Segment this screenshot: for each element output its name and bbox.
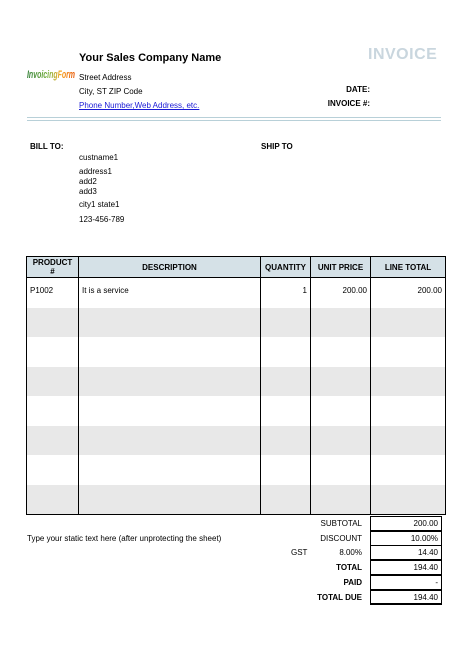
company-logo [27, 61, 75, 87]
table-row [27, 455, 446, 485]
total-label: TOTAL [336, 563, 362, 572]
cell-description[interactable] [79, 337, 261, 367]
col-quantity: QUANTITY [261, 257, 311, 278]
cell-line-total[interactable] [371, 367, 446, 397]
table-row [27, 308, 446, 338]
cell-product[interactable] [27, 455, 79, 485]
table-row [27, 367, 446, 397]
col-description: DESCRIPTION [79, 257, 261, 278]
customer-phone: 123-456-789 [79, 215, 125, 224]
date-label: DATE: [346, 85, 370, 94]
cell-quantity[interactable] [261, 426, 311, 456]
cell-line-total[interactable]: 200.00 [371, 278, 446, 308]
cell-quantity[interactable] [261, 396, 311, 426]
discount-value[interactable]: 10.00% [370, 531, 442, 546]
cell-line-total[interactable] [371, 396, 446, 426]
cell-line-total[interactable] [371, 308, 446, 338]
svg-text:InvoicingForm: InvoicingForm [27, 69, 75, 81]
total-due-value[interactable]: 194.40 [370, 590, 442, 605]
cell-unit-price[interactable] [311, 426, 371, 456]
customer-address3: add3 [79, 187, 97, 196]
static-note: Type your static text here (after unprotecting the sheet) [27, 534, 222, 543]
cell-unit-price[interactable] [311, 367, 371, 397]
cell-description[interactable] [79, 396, 261, 426]
col-line-total: LINE TOTAL [371, 257, 446, 278]
cell-unit-price[interactable]: 200.00 [311, 278, 371, 308]
table-row [27, 485, 446, 515]
cell-description[interactable] [79, 367, 261, 397]
contact-link[interactable]: Phone Number,Web Address, etc. [79, 101, 200, 110]
invoice-title: INVOICE [368, 46, 438, 63]
cell-product[interactable] [27, 337, 79, 367]
divider [27, 117, 441, 118]
line-items-table [26, 256, 446, 515]
total-value[interactable]: 194.40 [370, 560, 442, 575]
total-due-label: TOTAL DUE [317, 593, 362, 602]
gst-label: GST [291, 548, 308, 557]
col-unit-price: UNIT PRICE [311, 257, 371, 278]
cell-product[interactable] [27, 485, 79, 515]
cell-quantity[interactable]: 1 [261, 278, 311, 308]
table-row [27, 396, 446, 426]
cell-line-total[interactable] [371, 485, 446, 515]
gst-value[interactable]: 14.40 [370, 545, 442, 560]
invoice-number-label: INVOICE #: [327, 99, 370, 108]
table-header-row [27, 257, 446, 278]
cell-description[interactable] [79, 485, 261, 515]
cell-line-total[interactable] [371, 426, 446, 456]
cell-quantity[interactable] [261, 337, 311, 367]
cell-product[interactable] [27, 367, 79, 397]
cell-quantity[interactable] [261, 485, 311, 515]
ship-to-label: SHIP TO [261, 142, 293, 151]
discount-label: DISCOUNT [320, 534, 362, 543]
cell-product[interactable]: P1002 [27, 278, 79, 308]
customer-address2: add2 [79, 177, 97, 186]
street-address: Street Address [79, 73, 132, 82]
cell-description[interactable] [79, 308, 261, 338]
cell-description[interactable] [79, 455, 261, 485]
table-row [27, 337, 446, 367]
subtotal-label: SUBTOTAL [320, 519, 362, 528]
subtotal-value[interactable]: 200.00 [370, 516, 442, 531]
cell-product[interactable] [27, 426, 79, 456]
table-row [27, 426, 446, 456]
col-product: PRODUCT # [27, 257, 79, 278]
customer-name: custname1 [79, 153, 119, 162]
cell-unit-price[interactable] [311, 485, 371, 515]
customer-city-state: city1 state1 [79, 200, 120, 209]
gst-rate: 8.00% [339, 548, 362, 557]
cell-description[interactable] [79, 426, 261, 456]
cell-unit-price[interactable] [311, 455, 371, 485]
cell-description[interactable]: It is a service [79, 278, 261, 308]
cell-line-total[interactable] [371, 455, 446, 485]
cell-quantity[interactable] [261, 455, 311, 485]
cell-unit-price[interactable] [311, 396, 371, 426]
cell-unit-price[interactable] [311, 308, 371, 338]
customer-address1: address1 [79, 167, 112, 176]
cell-product[interactable] [27, 308, 79, 338]
company-name: Your Sales Company Name [79, 52, 222, 64]
cell-quantity[interactable] [261, 308, 311, 338]
paid-label: PAID [343, 578, 362, 587]
paid-value[interactable]: - [370, 575, 442, 590]
cell-unit-price[interactable] [311, 337, 371, 367]
table-row [27, 278, 446, 308]
logo-graphic [27, 61, 75, 87]
cell-product[interactable] [27, 396, 79, 426]
bill-to-label: BILL TO: [30, 142, 64, 151]
city-state-zip: City, ST ZIP Code [79, 87, 143, 96]
cell-quantity[interactable] [261, 367, 311, 397]
cell-line-total[interactable] [371, 337, 446, 367]
divider [27, 120, 441, 121]
